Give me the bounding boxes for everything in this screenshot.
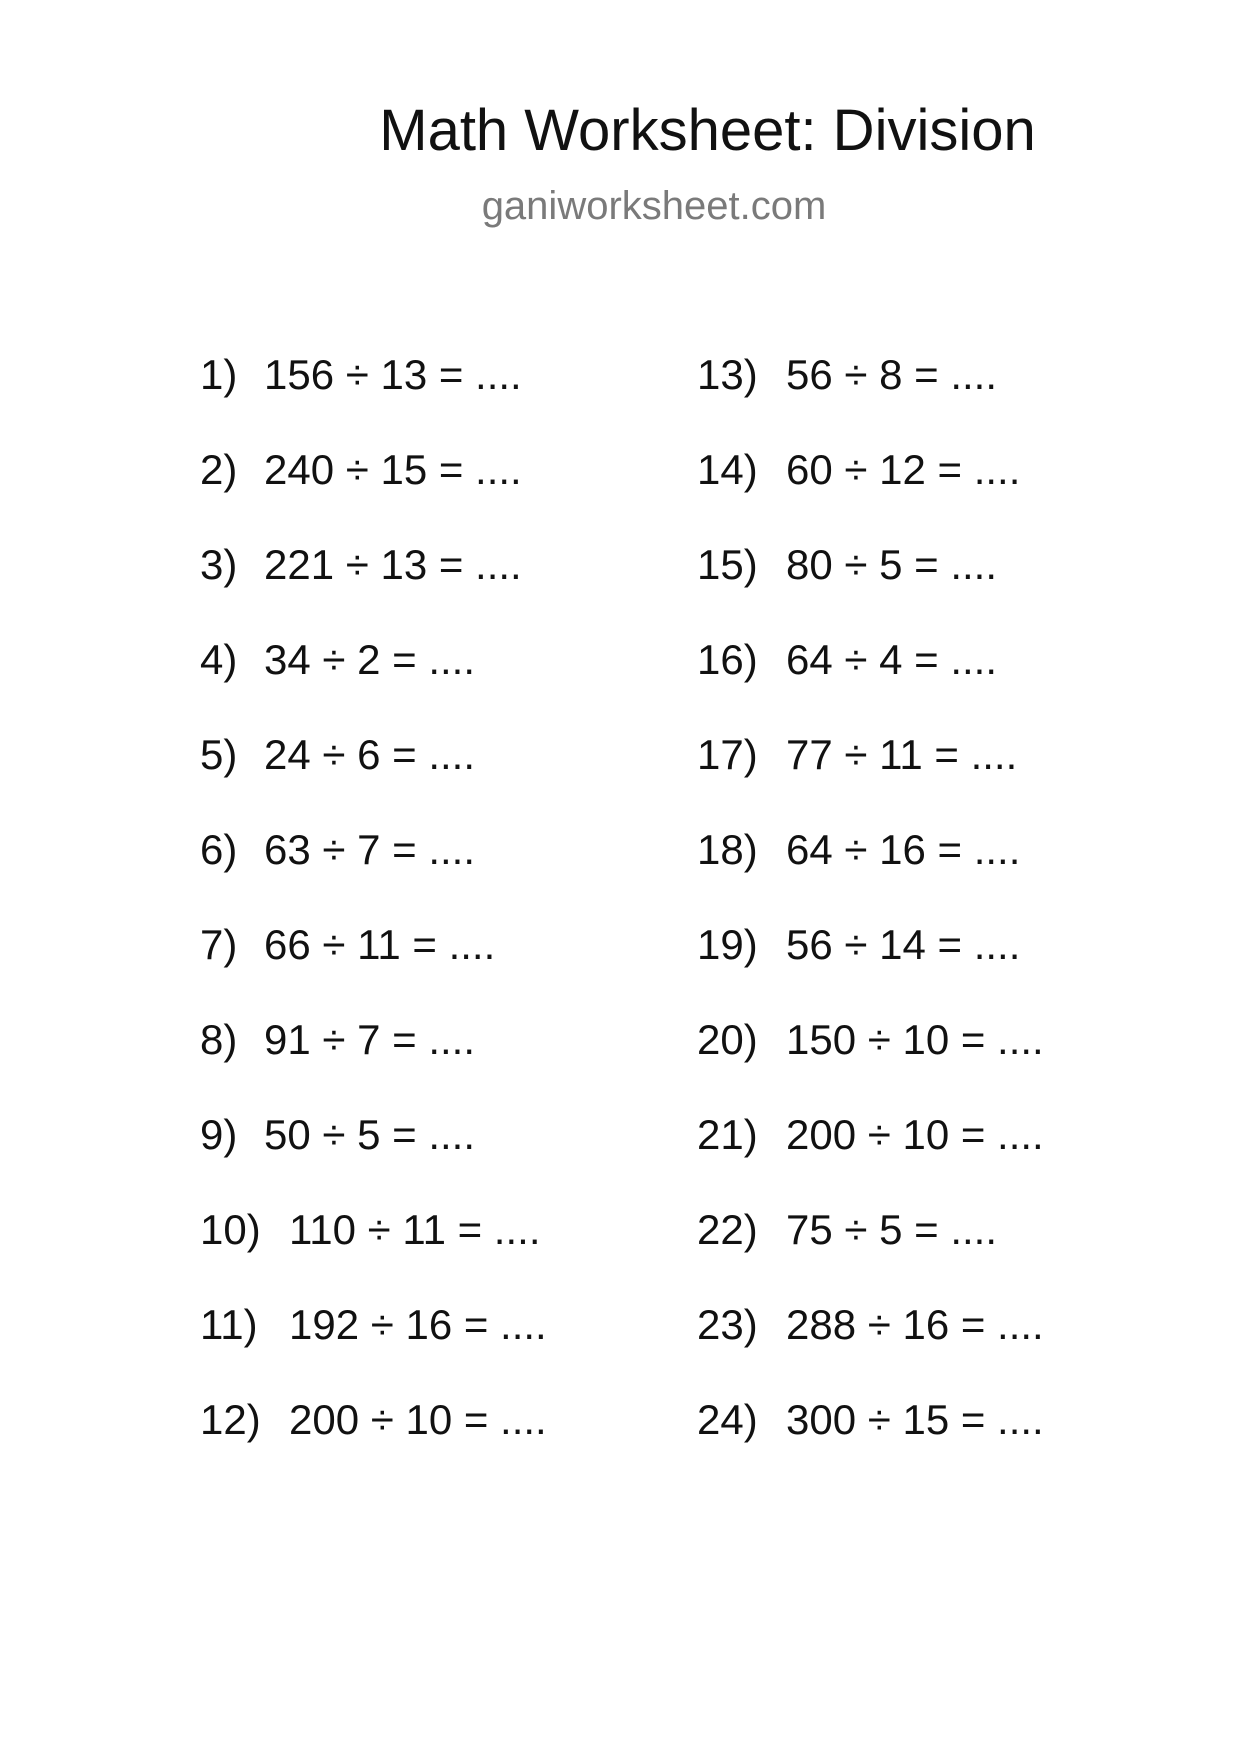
problem-list-right [697, 345, 1044, 1485]
problem-item [200, 820, 547, 915]
problem-expression: 288 ÷ 16 = .... [786, 1301, 1044, 1348]
problem-expression: 34 ÷ 2 = .... [264, 636, 476, 683]
problem-item [200, 1105, 547, 1200]
problem-item [697, 1295, 1044, 1390]
problem-expression: 56 ÷ 14 = .... [786, 921, 1021, 968]
problem-number: 1) [200, 351, 238, 398]
problem-number: 4) [200, 636, 238, 683]
problem-item [697, 820, 1044, 915]
problem-expression: 60 ÷ 12 = .... [786, 446, 1021, 493]
problem-number: 7) [200, 921, 238, 968]
problem-item [697, 440, 1044, 535]
problem-expression: 91 ÷ 7 = .... [264, 1016, 476, 1063]
problem-item [697, 345, 1044, 440]
problem-number: 6) [200, 826, 238, 873]
problem-number: 17) [697, 731, 758, 778]
problem-number: 3) [200, 541, 238, 588]
problem-expression: 221 ÷ 13 = .... [264, 541, 522, 588]
problem-expression: 156 ÷ 13 = .... [264, 351, 522, 398]
problem-number: 23) [697, 1301, 758, 1348]
problem-item [200, 1010, 547, 1105]
problem-item [697, 1390, 1044, 1485]
problem-expression: 192 ÷ 16 = .... [289, 1301, 547, 1348]
problem-number: 19) [697, 921, 758, 968]
problem-number: 9) [200, 1111, 238, 1158]
problem-number: 15) [697, 541, 758, 588]
problem-item [697, 1105, 1044, 1200]
problem-number: 18) [697, 826, 758, 873]
problem-expression: 77 ÷ 11 = .... [786, 731, 1018, 778]
problem-item [200, 535, 547, 630]
problem-list-left [200, 345, 547, 1485]
problem-expression: 110 ÷ 11 = .... [289, 1206, 541, 1253]
problem-expression: 66 ÷ 11 = .... [264, 921, 496, 968]
problem-item [200, 1200, 547, 1295]
problem-expression: 63 ÷ 7 = .... [264, 826, 476, 873]
problem-item [200, 725, 547, 820]
site-subtitle: ganiworksheet.com [481, 184, 827, 228]
problem-item [697, 725, 1044, 820]
problem-expression: 300 ÷ 15 = .... [786, 1396, 1044, 1443]
problem-number: 2) [200, 446, 238, 493]
problem-expression: 56 ÷ 8 = .... [786, 351, 998, 398]
problem-item [200, 1390, 547, 1485]
problem-number: 16) [697, 636, 758, 683]
problem-number: 10) [200, 1206, 261, 1253]
problem-number: 13) [697, 351, 758, 398]
problem-expression: 150 ÷ 10 = .... [786, 1016, 1044, 1063]
problem-number: 8) [200, 1016, 238, 1063]
problem-item [697, 630, 1044, 725]
problem-item [200, 440, 547, 535]
problem-expression: 200 ÷ 10 = .... [289, 1396, 547, 1443]
problem-expression: 50 ÷ 5 = .... [264, 1111, 476, 1158]
problem-expression: 240 ÷ 15 = .... [264, 446, 522, 493]
problem-expression: 64 ÷ 16 = .... [786, 826, 1021, 873]
page-title: Math Worksheet: Division [379, 98, 1036, 163]
problem-number: 22) [697, 1206, 758, 1253]
problem-expression: 64 ÷ 4 = .... [786, 636, 998, 683]
problem-item [697, 915, 1044, 1010]
problem-item [200, 345, 547, 440]
problem-expression: 24 ÷ 6 = .... [264, 731, 476, 778]
problem-number: 14) [697, 446, 758, 493]
problem-item [697, 1200, 1044, 1295]
problem-number: 12) [200, 1396, 261, 1443]
problem-number: 21) [697, 1111, 758, 1158]
problem-item [200, 915, 547, 1010]
problem-number: 11) [200, 1301, 258, 1348]
problem-item [697, 535, 1044, 630]
problem-item [200, 1295, 547, 1390]
problem-number: 24) [697, 1396, 758, 1443]
problem-number: 5) [200, 731, 238, 778]
problem-expression: 75 ÷ 5 = .... [786, 1206, 998, 1253]
problem-expression: 200 ÷ 10 = .... [786, 1111, 1044, 1158]
problem-number: 20) [697, 1016, 758, 1063]
problem-item [697, 1010, 1044, 1105]
problem-expression: 80 ÷ 5 = .... [786, 541, 998, 588]
problem-item [200, 630, 547, 725]
